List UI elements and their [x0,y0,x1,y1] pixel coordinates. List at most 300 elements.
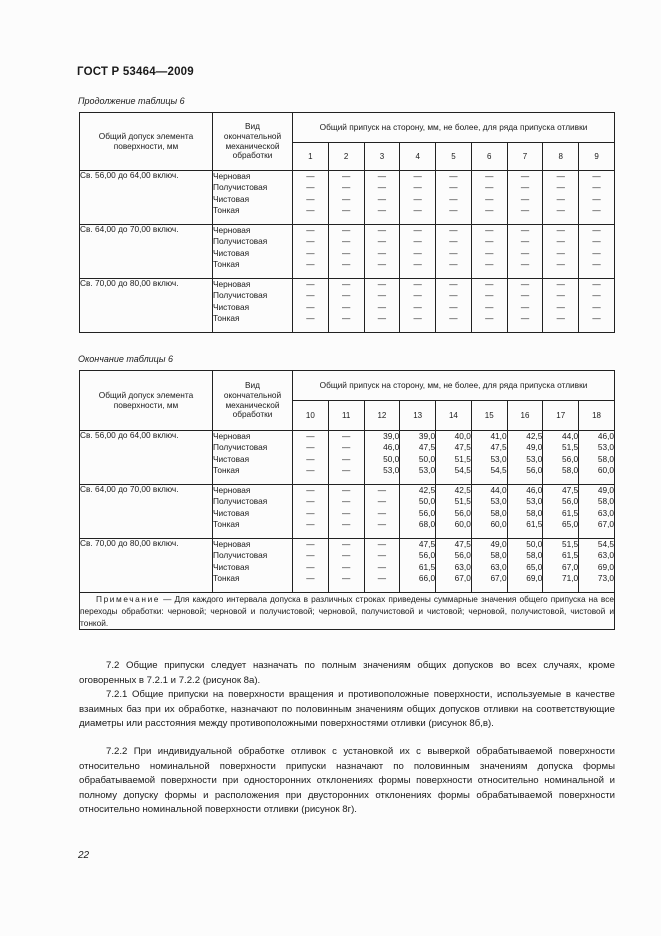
allowance-value: 47,5 [454,539,471,549]
allowance-value: 58,0 [597,453,614,464]
allowance-value: 58,0 [597,496,614,507]
series-number: 2 [328,143,364,171]
allowance-value: — [449,204,458,215]
allowance-value: 53,0 [597,442,614,453]
allowance-value: 51,5 [454,453,471,464]
allowance-value: — [449,312,458,323]
allowance-value: 71,0 [561,572,579,583]
table-end-caption: Окончание таблицы 6 [78,354,173,364]
document-header: ГОСТ Р 53464—2009 [77,66,194,78]
allowance-value: 47,5 [418,442,436,453]
allowance-value: — [306,236,315,247]
allowance-value: — [377,182,387,193]
allowance-values [471,279,507,333]
machining-type: Черновая [213,431,251,441]
allowance-value: — [520,312,530,323]
allowance-value: — [342,193,351,204]
allowance-value: 58,0 [561,464,579,475]
allowance-value: — [413,171,422,181]
allowance-value: 56,0 [561,496,579,507]
allowance-value: 39,0 [383,431,400,441]
allowance-value: — [485,290,494,301]
note-label: Примечание [96,594,161,604]
machining-type: Чистовая [213,301,250,312]
allowance-value: — [342,431,351,441]
allowance-value: — [377,496,387,507]
machining-type: Черновая [213,171,251,181]
allowance-value: — [342,204,351,215]
allowance-value: — [485,225,494,235]
machining-type: Черновая [213,279,251,289]
allowance-value: — [306,225,315,235]
allowance-value: — [413,258,422,269]
series-number: 5 [436,143,472,171]
allowance-value: — [485,182,494,193]
allowance-values [293,431,329,485]
allowance-value: — [520,279,530,289]
allowance-value: 56,0 [526,464,543,475]
machining-type: Тонкая [213,312,240,323]
allowance-value: — [592,312,601,323]
series-number: 13 [400,401,436,431]
paragraph-7-2 [79,659,615,688]
machining-type: Тонкая [213,258,240,269]
allowance-value: 68,0 [418,518,436,529]
allowance-value: 67,0 [490,572,507,583]
allowance-value: — [520,290,530,301]
paragraph-text: 7.2.1 Общие припуски на поверхности вращения и противоположные поверхности, используемые в качестве взаимных баз при их обработке, назначают по половинным значениям общих допусков отливки на соответствующие диаметры или расстояния между противоположными поверхностями отливки (рисунок 8б,в). [79,689,615,730]
allowance-value: 51,5 [561,539,579,549]
allowance-value: — [413,247,422,258]
allowance-values [579,485,615,539]
allowance-value: — [592,279,601,289]
allowance-value: — [306,496,315,507]
allowance-value: 42,5 [418,485,436,495]
allowance-value: — [342,225,351,235]
allowance-values [579,279,615,333]
allowance-value: 47,5 [418,539,436,549]
allowance-value: 53,0 [383,464,400,475]
allowance-value: 58,0 [526,550,543,561]
allowance-value: 42,5 [454,485,471,495]
allowance-value: — [342,279,351,289]
allowance-value: 47,5 [454,442,471,453]
allowance-value: 56,0 [418,507,436,518]
allowance-value: — [342,496,351,507]
allowance-values [328,485,364,539]
allowance-value: — [485,193,494,204]
allowance-values [436,539,472,593]
allowance-value: 63,0 [597,507,614,518]
tolerance-range: Св. 56,00 до 64,00 включ. [80,171,213,225]
allowance-value: 53,0 [490,496,507,507]
allowance-value: 42,5 [526,431,543,441]
allowance-value: 61,5 [561,507,579,518]
allowance-value: — [556,290,565,301]
series-number: 9 [579,143,615,171]
tolerance-range: Св. 56,00 до 64,00 включ. [80,431,213,485]
col-header-allowance: Общий припуск на сторону, мм, не более, для ряда припуска отливки [293,113,615,143]
table-row [80,431,615,485]
allowance-values [507,225,543,279]
allowance-value: — [485,236,494,247]
allowance-values [579,225,615,279]
table-row [80,171,615,225]
allowance-value: — [377,312,387,323]
allowance-value: 60,0 [454,518,471,529]
table-row [80,279,615,333]
allowance-value: — [520,258,530,269]
allowance-value: — [556,225,565,235]
machining-type: Чистовая [213,561,250,572]
allowance-value: — [377,247,387,258]
allowance-values [507,171,543,225]
allowance-values [436,225,472,279]
allowance-value: 60,0 [490,518,507,529]
allowance-value: — [592,171,601,181]
machining-type: Получистовая [213,496,268,507]
allowance-value: — [377,539,387,549]
allowance-value: 58,0 [490,507,507,518]
allowance-value: — [485,247,494,258]
allowance-value: — [342,453,351,464]
allowance-value: 49,0 [597,485,614,495]
allowance-values [400,431,436,485]
allowance-value: — [413,279,422,289]
allowance-value: 67,0 [561,561,579,572]
allowance-values [507,279,543,333]
allowance-value: — [377,258,387,269]
allowance-value: — [342,464,351,475]
allowance-value: — [306,507,315,518]
series-number: 4 [400,143,436,171]
allowance-value: — [342,572,351,583]
allowance-values [507,431,543,485]
col-header-tolerance: Общий допуск элемента поверхности, мм [80,371,213,431]
allowance-values [543,171,579,225]
allowance-values [436,485,472,539]
allowance-value: — [306,312,315,323]
allowance-values [364,431,400,485]
allowance-value: 61,5 [526,518,543,529]
machining-types [213,539,293,593]
allowance-value: 69,0 [526,572,543,583]
allowance-value: — [342,518,351,529]
allowance-value: — [306,431,315,441]
allowance-value: 58,0 [526,507,543,518]
allowance-value: — [306,485,315,495]
allowance-value: — [556,301,565,312]
series-number: 8 [543,143,579,171]
machining-type: Черновая [213,539,251,549]
machining-type: Тонкая [213,572,240,583]
allowance-value: — [342,182,351,193]
machining-types [213,431,293,485]
paragraph-text: 7.2 Общие припуски следует назначать по полным значениям общих допусков во всех случаях, кроме оговоренных в 7.2.1 и 7.2.2 (рисунок 8а). [79,660,615,686]
allowance-value: — [556,279,565,289]
allowance-values [507,539,543,593]
allowance-values [543,539,579,593]
allowance-value: 65,0 [561,518,579,529]
tolerance-range: Св. 64,00 до 70,00 включ. [80,485,213,539]
tolerance-range: Св. 70,00 до 80,00 включ. [80,279,213,333]
allowance-value: — [306,453,315,464]
allowance-values [579,431,615,485]
allowance-value: — [306,539,315,549]
allowance-values [293,225,329,279]
allowance-values [471,485,507,539]
series-number: 16 [507,401,543,431]
series-number: 6 [471,143,507,171]
allowance-value: 51,5 [561,442,579,453]
allowance-value: — [377,301,387,312]
allowance-value: 40,0 [454,431,471,441]
allowance-value: 54,5 [597,539,614,549]
allowance-value: — [377,225,387,235]
allowance-values [471,171,507,225]
allowance-values [328,431,364,485]
allowance-value: — [592,301,601,312]
allowance-values [436,279,472,333]
allowance-values [436,431,472,485]
tolerance-range: Св. 64,00 до 70,00 включ. [80,225,213,279]
allowance-value: — [413,204,422,215]
allowance-value: — [449,301,458,312]
allowance-value: — [413,312,422,323]
allowance-value: — [520,236,530,247]
allowance-value: — [306,550,315,561]
allowance-value: 65,0 [526,561,543,572]
allowance-value: — [592,247,601,258]
series-number: 17 [543,401,579,431]
machining-type: Чистовая [213,507,250,518]
allowance-value: 53,0 [526,496,543,507]
allowance-values [400,539,436,593]
machining-types [213,279,293,333]
allowance-value: — [413,290,422,301]
allowance-value: — [485,258,494,269]
allowance-values [364,225,400,279]
allowance-values [328,171,364,225]
allowance-value: — [449,182,458,193]
machining-type: Получистовая [213,182,268,193]
allowance-value: — [449,225,458,235]
allowance-value: 61,5 [418,561,436,572]
allowance-values [400,225,436,279]
allowance-value: 54,5 [454,464,471,475]
allowance-value: 50,0 [526,539,543,549]
allowance-value: 73,0 [597,572,614,583]
allowance-value: — [306,182,315,193]
allowance-value: — [449,193,458,204]
allowance-value: — [592,204,601,215]
allowance-value: — [449,171,458,181]
allowance-value: 46,0 [383,442,400,453]
allowance-value: — [592,236,601,247]
series-number: 3 [364,143,400,171]
allowance-value: — [342,247,351,258]
allowance-value: — [520,182,530,193]
allowance-value: — [592,193,601,204]
allowance-value: — [592,258,601,269]
series-number: 18 [579,401,615,431]
allowance-value: — [413,225,422,235]
machining-type: Чистовая [213,247,250,258]
allowance-value: 67,0 [454,572,471,583]
allowance-values [328,279,364,333]
allowance-value: — [413,236,422,247]
tolerance-range: Св. 70,00 до 80,00 включ. [80,539,213,593]
allowance-value: — [377,279,387,289]
allowance-value: — [592,182,601,193]
allowance-value: 63,0 [490,561,507,572]
allowance-values [471,539,507,593]
allowance-value: 51,5 [454,496,471,507]
allowance-values [400,279,436,333]
machining-types [213,485,293,539]
allowance-values [543,279,579,333]
table-row [80,225,615,279]
allowance-value: — [485,171,494,181]
allowance-value: — [342,290,351,301]
allowance-value: — [306,258,315,269]
series-number: 15 [471,401,507,431]
allowance-value: 39,0 [418,431,436,441]
allowance-values [543,485,579,539]
allowance-value: — [377,518,387,529]
series-number: 14 [436,401,472,431]
allowance-values [364,171,400,225]
paragraph-7-2-2 [79,745,615,818]
allowance-value: 63,0 [454,561,471,572]
allowance-value: 50,0 [383,453,400,464]
machining-type: Получистовая [213,442,268,453]
allowance-values [543,225,579,279]
allowance-value: — [485,312,494,323]
allowance-value: — [520,247,530,258]
series-number: 10 [293,401,329,431]
allowance-value: 53,0 [418,464,436,475]
allowance-value: 56,0 [561,453,579,464]
allowance-value: 44,0 [490,485,507,495]
page-number: 22 [78,850,90,861]
allowance-value: — [449,247,458,258]
col-header-allowance: Общий припуск на сторону, мм, не более, для ряда припуска отливки [293,371,615,401]
allowance-values [293,171,329,225]
allowance-value: — [556,171,565,181]
allowance-value: — [520,301,530,312]
allowance-value: 50,0 [418,453,436,464]
allowance-value: — [556,247,565,258]
col-header-machining-type: Вид окончательной механической обработки [213,371,293,431]
allowance-value: — [520,193,530,204]
allowance-value: 60,0 [597,464,614,475]
allowance-value: 47,5 [490,442,507,453]
allowance-value: 56,0 [454,550,471,561]
table-note [80,593,615,630]
allowance-values [579,539,615,593]
series-number: 1 [293,143,329,171]
allowance-value: — [556,258,565,269]
allowance-value: — [377,193,387,204]
col-header-tolerance: Общий допуск элемента поверхности, мм [80,113,213,171]
allowance-value: 41,0 [490,431,507,441]
allowance-value: — [449,290,458,301]
machining-type: Тонкая [213,464,240,475]
machining-type: Тонкая [213,204,240,215]
allowance-value: — [342,485,351,495]
allowance-value: — [306,572,315,583]
table-continuation-caption: Продолжение таблицы 6 [78,96,185,106]
allowance-value: 53,0 [490,453,507,464]
allowance-value: — [377,171,387,181]
table-row [80,485,615,539]
allowance-value: 61,5 [561,550,579,561]
machining-type: Чистовая [213,193,250,204]
machining-type: Чистовая [213,453,250,464]
allowance-value: — [306,171,315,181]
paragraph-text: 7.2.2 При индивидуальной обработке отливок с установкой их с выверкой обрабатываемой поверхности относительно номинальной поверхности припуски назначают по половинным значениям допуска формы обрабатываемой поверхности при односторонних отклонениях формы поверхности относительно номинальной и полному допуску формы и расположения при двусторонних отклонениях формы обрабатываемой поверхности относительно номинальной поверхности отливки (рисунок 8г). [79,746,615,816]
allowance-value: — [342,442,351,453]
allowance-value: — [556,236,565,247]
allowance-value: — [342,301,351,312]
allowance-value: — [449,279,458,289]
allowance-value: — [592,225,601,235]
allowance-values [364,539,400,593]
allowance-value: 44,0 [561,431,579,441]
allowance-value: — [306,193,315,204]
allowance-value: — [306,561,315,572]
allowance-value: — [306,247,315,258]
allowance-value: — [377,550,387,561]
allowance-value: — [306,279,315,289]
series-number: 7 [507,143,543,171]
allowance-values [293,485,329,539]
allowance-value: — [449,236,458,247]
allowance-values [471,225,507,279]
allowance-value: 67,0 [597,518,614,529]
machining-type: Получистовая [213,236,268,247]
allowance-value: — [520,204,530,215]
note-text: — Для каждого интервала допуска в различных строках приведены суммарные значения общего припуска на все переходы обработки: черновой; черновой и получистовой; черновой, получистовой и чистовой; черновой, получистовой, чистовой и тонкой. [80,594,614,628]
allowance-values [328,225,364,279]
allowance-value: — [342,312,351,323]
allowance-value: — [342,507,351,518]
allowance-value: — [377,572,387,583]
allowance-value: 66,0 [418,572,436,583]
col-header-machining-type: Вид окончательной механической обработки [213,113,293,171]
allowance-value: — [520,225,530,235]
allowance-value: — [342,171,351,181]
allowance-values [507,485,543,539]
allowance-value: — [485,301,494,312]
allowance-value: 49,0 [526,442,543,453]
allowance-values [579,171,615,225]
paragraph-7-2-1 [79,688,615,732]
allowance-value: 58,0 [490,550,507,561]
allowance-values [293,279,329,333]
allowance-value: — [306,301,315,312]
allowance-value: 56,0 [418,550,436,561]
allowance-value: — [306,442,315,453]
machining-type: Черновая [213,485,251,495]
allowance-value: — [377,290,387,301]
series-number: 12 [364,401,400,431]
allowance-value: 53,0 [526,453,543,464]
allowance-value: — [377,561,387,572]
machining-type: Получистовая [213,550,268,561]
allowance-value: 69,0 [597,561,614,572]
